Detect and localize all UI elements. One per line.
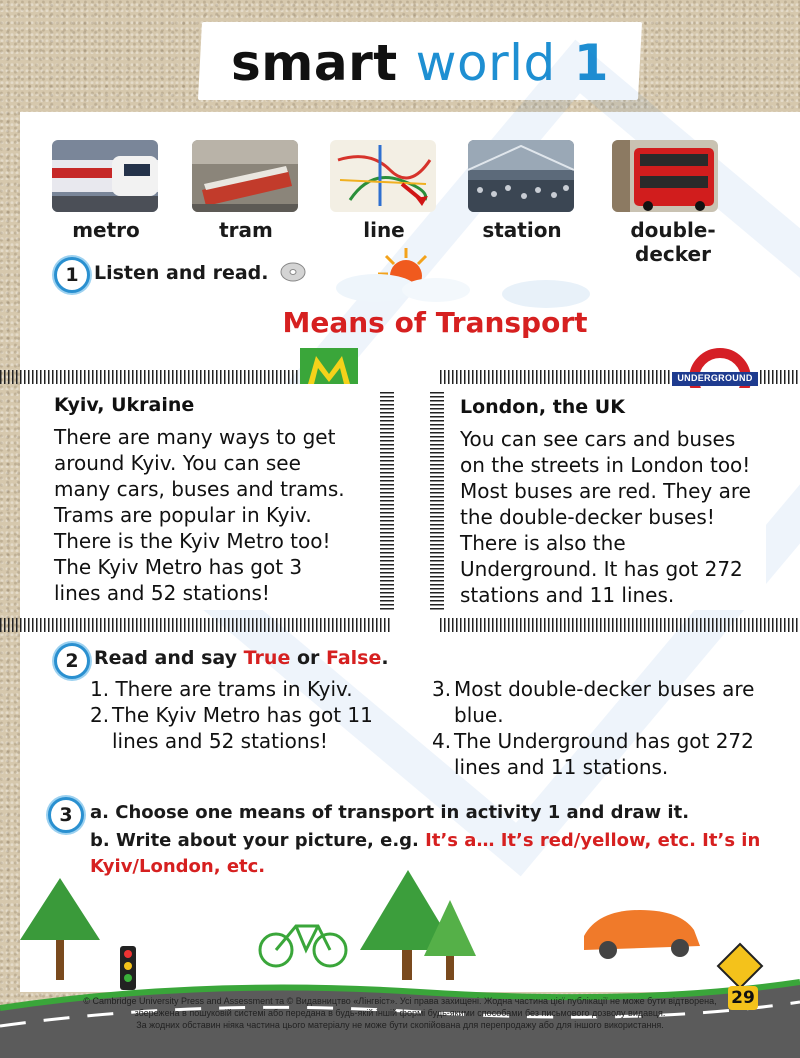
london-heading: London, the UK (460, 396, 625, 418)
vocab-label-station: station (482, 218, 562, 242)
false-word: False (325, 647, 382, 669)
question-number: 3. (432, 677, 452, 701)
copyright-line-3: За жодних обставин ніяка частина цього матеріалу не може бути скопійована для перепродажу або для іншого використання. (136, 1020, 664, 1030)
metro-photo (52, 140, 158, 212)
kyiv-text: There are many ways to get around Kyiv. You can see many cars, buses and trams. Trams are popular in Kyiv. There is the Kyiv Metro too! The Kyiv Metro has got 3 lines and 52 stations! (54, 425, 345, 605)
vocab-label-double-decker: double-decker (630, 218, 716, 266)
vocab-label-line: line (363, 218, 405, 242)
exercise-3-number: 3 (48, 797, 84, 833)
cd-icon[interactable] (280, 262, 306, 282)
question-number: 2. (90, 703, 110, 727)
question-3 (432, 676, 772, 728)
reading-title: Means of Transport (282, 306, 588, 339)
page-number: 29 (728, 986, 758, 1010)
exercise-3-line-a: a. Choose one means of transport in activity 1 and draw it. (90, 802, 690, 823)
exercise-3-line-b-text: b. Write about your picture, e.g. (90, 830, 426, 851)
metro-map-photo (330, 140, 436, 212)
divider-ticks-top-left (0, 370, 300, 384)
station-photo (468, 140, 574, 212)
question-number: 4. (432, 729, 452, 753)
kyiv-panel (40, 384, 370, 610)
exercise-1-number: 1 (54, 257, 90, 293)
title-unit-number: 1 (573, 34, 609, 92)
london-text: You can see cars and buses on the streets in London too! Most buses are red. They are the double-decker buses! There is also the Underground. It has got 272 stations and 11 lines. (460, 427, 751, 607)
vocab-label-metro: metro (72, 218, 140, 242)
kyiv-heading: Kyiv, Ukraine (54, 394, 195, 416)
divider-ticks-left-london (430, 392, 444, 612)
instruction-end: . (381, 647, 389, 669)
question-text: The Underground has got 272 lines and 11 stations. (454, 729, 754, 779)
question-text: There are trams in Kyiv. (115, 677, 353, 701)
title-word-smart: smart (231, 34, 398, 92)
question-text: Most double-decker buses are blue. (454, 677, 755, 727)
copyright-line-1: © Cambridge University Press and Assessment та © Видавництво «Лінгвіст». Усі права захищені. Жодна частина цієї публікації не може бути відтворена, (83, 996, 717, 1006)
tram-photo (192, 140, 298, 212)
true-word: True (243, 647, 291, 669)
london-panel (446, 388, 766, 610)
exercise-2-number: 2 (54, 643, 90, 679)
exercise-1-instruction: Listen and read. (94, 262, 269, 284)
vocab-label-tram: tram (219, 218, 273, 242)
vocabulary-pictures (52, 140, 752, 220)
divider-ticks-top-right-edge (760, 370, 800, 384)
question-number: 1. (90, 677, 110, 701)
question-1 (90, 676, 390, 702)
exercise-2-instruction-text: Read and say (94, 647, 244, 669)
copyright-line-2: збережена в пошуковій системі або передана в будь-якій іншій формі будь-якими способами без письмового дозволу видавця. (134, 1008, 666, 1018)
or-word: or (290, 647, 326, 669)
exercise-2-instruction (94, 647, 389, 669)
sun-clouds-illustration (316, 244, 596, 314)
divider-ticks-top-right (440, 370, 670, 384)
question-4 (432, 728, 772, 780)
underground-badge-text: UNDERGROUND (677, 373, 753, 383)
question-text: The Kyiv Metro has got 11 lines and 52 stations! (112, 703, 373, 753)
question-2 (90, 702, 390, 754)
exercise-3-example: It’s a… It’s red/yellow, etc. It’s in Kyiv/London, etc. (90, 830, 761, 877)
divider-ticks-bottom-right (440, 618, 800, 632)
divider-ticks-right-kyiv (380, 392, 394, 612)
title-word-world: world (415, 34, 556, 92)
divider-ticks-bottom-left (0, 618, 390, 632)
copyright-footer (0, 995, 800, 1031)
double-decker-photo (612, 140, 718, 212)
